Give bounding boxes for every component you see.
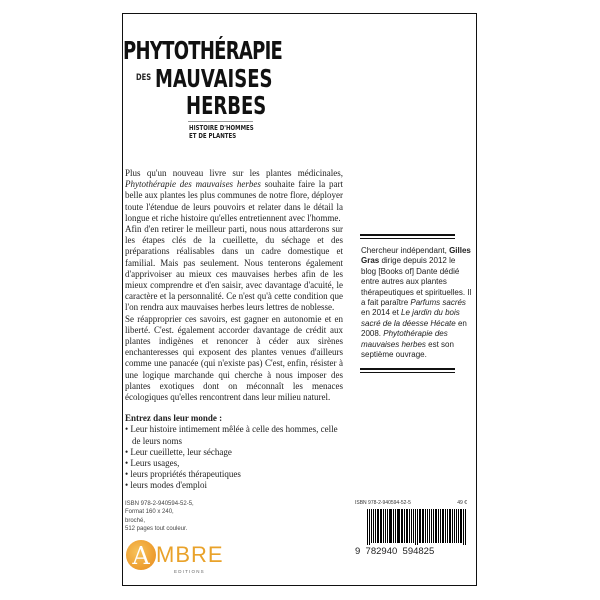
barcode-bar — [415, 509, 416, 545]
barcode-bar — [456, 509, 458, 543]
logo-text: MBRE — [156, 542, 224, 567]
barcode-bar — [433, 509, 434, 543]
barcode-bar — [463, 509, 464, 545]
barcode-bar — [387, 509, 389, 543]
barcode-bar — [452, 509, 453, 543]
barcode-bar — [458, 509, 459, 543]
barcode-bar — [429, 509, 430, 543]
list-item: • leurs propriétés thérapeutiques — [125, 469, 241, 480]
barcode-bar — [427, 509, 429, 543]
left-column — [125, 168, 343, 534]
barcode-bar — [454, 509, 455, 543]
right-column — [360, 234, 472, 373]
book-title-italic: Phytothérapie des mauvaises herbes — [125, 179, 261, 190]
barcode-bar — [406, 509, 408, 543]
barcode-bar — [438, 509, 440, 543]
barcode-bar — [409, 509, 410, 543]
subtitle-1: HISTOIRE D'HOMMES — [189, 124, 254, 132]
text: Le jardin du bois sacré de la déesse Hécate — [361, 308, 460, 328]
book-info — [125, 500, 343, 534]
barcode-bar — [442, 509, 444, 543]
bio-rule-top — [360, 234, 455, 239]
barcode-bar — [395, 509, 396, 543]
info-line: Format 160 x 240, — [125, 509, 174, 516]
title-line2-wrap — [136, 66, 286, 91]
text: est son septième ouvrage. — [361, 339, 454, 360]
info-line: ISBN 978-2-940594-52-5, — [125, 500, 194, 507]
text: en 2014 et — [361, 308, 402, 318]
paragraph-3: Se réapproprier ces savoirs, est gagner en autonomie et en liberté. C'est. également accorder davantage de crédit aux plantes indigènes et renoncer à céder aux sirènes enchanteresses qui exposent des plantes venues d'ailleurs comme une panacée (qui n'existe pas) C'est, enfin, résister à une logique marchande qui cherche à nous imposer des plantes exotiques dont on méconnaît les menaces écologiques qu'elles rencontrent dans leur milieu naturel. — [125, 313, 343, 403]
blurb — [125, 168, 343, 403]
barcode-bar — [447, 509, 448, 543]
subtitle — [189, 124, 254, 140]
barcode-bar — [411, 509, 412, 543]
ambre-logo — [124, 540, 224, 580]
barcode-bar — [373, 509, 374, 543]
logo-sub: EDITIONS — [174, 569, 205, 574]
text: Plus qu'un nouveau livre sur les plantes médicinales, — [125, 168, 343, 178]
barcode-bar — [440, 509, 441, 543]
barcode-bar — [435, 509, 437, 543]
barcode-bar — [393, 509, 394, 543]
title-des: DES — [136, 73, 152, 83]
title-divider — [188, 121, 253, 122]
list-item: • leurs modes d'emploi — [125, 480, 208, 491]
text: souhaite faire la part belle aux plantes les plus communes de notre flore, déployer toute l'étendue de leurs pouvoirs et relater dans le détail la longue et riche histoire qu'elles entretiennent avec l'homme. — [125, 179, 343, 223]
barcode-bar — [401, 509, 403, 543]
barcode-bar — [413, 509, 415, 543]
logo-letter: A — [126, 540, 156, 570]
title-line2: MAUVAISES — [155, 64, 273, 93]
text: Parfums sacrés — [410, 298, 466, 308]
barcode-bar — [380, 509, 382, 543]
barcode-bar — [449, 509, 451, 543]
paragraph-2: Afin d'en retirer le meilleur parti, nous nous attarderons sur les étapes clés de la cueillette, du séchage et des préparations réalisables dans un cadre domestique et familial. Mais pas seulement. Nous tenterons également d'apprivoiser au mieux ces mauvaises herbes afin de les mieux comprendre et d'en saisir, avec davantage d'acuité, le caractère et la personnalité. Ce n'est qu'à cette condition que l'on rendra aux mauvaises herbes leurs lettres de noblesse. — [125, 224, 343, 313]
barcode-bar — [383, 509, 384, 543]
text: Chercheur indépendant, — [361, 246, 450, 255]
list-item: • Leurs usages, — [125, 458, 180, 469]
barcode-bar — [389, 509, 391, 543]
title-line3: HERBES — [186, 91, 267, 120]
info-line: broché, — [125, 517, 146, 524]
author-name: Gilles Gras — [361, 246, 471, 266]
barcode-bar — [367, 509, 368, 545]
text: Phytothérapie des mauvaises herbes — [361, 329, 448, 349]
barcode-bar — [465, 509, 466, 545]
barcode-bar — [404, 509, 405, 543]
contents-list — [125, 413, 343, 491]
list-item: • Leur histoire intimement mêlée à celle des hommes, celle de leurs noms — [125, 424, 338, 446]
barcode-bar — [431, 509, 432, 543]
title-line1: PHYTOTHÉRAPIE — [123, 36, 283, 65]
paragraph-1 — [125, 168, 343, 224]
barcode-digits: 9 782940 594825 — [355, 546, 435, 557]
barcode-bar — [445, 509, 446, 543]
barcode-bars — [367, 509, 467, 545]
barcode-bar — [369, 509, 370, 545]
barcode-bar — [419, 509, 421, 543]
info-line: 512 pages tout couleur. — [125, 526, 188, 533]
barcode-bar — [422, 509, 424, 543]
barcode-bar — [385, 509, 386, 543]
barcode-bar — [460, 509, 462, 543]
text: dirige depuis 2012 le blog [Books of] Dante dédié entre autres aux plantes thérapeutiques et spirituelles. Il a fait paraître — [361, 256, 472, 308]
list-item: • Leur cueillette, leur séchage — [125, 446, 232, 457]
barcode-bar — [417, 509, 418, 545]
barcode-bar — [375, 509, 376, 543]
barcode-bar — [397, 509, 398, 543]
subtitle-2: ET DE PLANTES — [189, 132, 237, 140]
barcode-bar — [377, 509, 379, 543]
barcode-isbn: ISBN 978-2-940594-52-5 — [355, 500, 411, 506]
barcode — [355, 500, 467, 557]
bio-rule-bottom — [360, 368, 455, 373]
list-heading: Entrez dans leur monde : — [125, 413, 223, 424]
barcode-bar — [398, 509, 400, 543]
text: en 2008. — [361, 318, 467, 339]
barcode-bar — [425, 509, 426, 543]
barcode-bar — [371, 509, 373, 543]
price: 49 € — [457, 500, 467, 506]
author-bio — [361, 246, 472, 360]
